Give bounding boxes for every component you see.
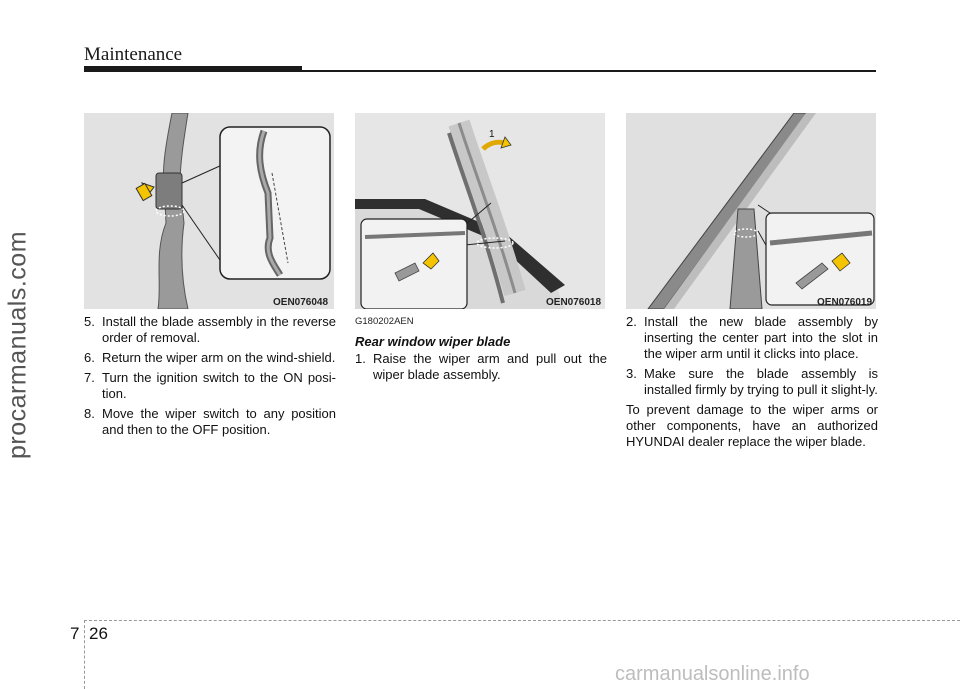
- page-number: 26: [89, 624, 108, 643]
- blade-install-illustration: [626, 113, 876, 309]
- step-7: 7. Turn the ignition switch to the ON posi-tion.: [84, 370, 336, 401]
- rear-wiper-illustration: [355, 113, 605, 309]
- step-2: 2. Install the new blade assembly by inserting the center part into the slot in the wiper arm until it clicks into place.: [626, 314, 878, 361]
- side-watermark: [3, 155, 33, 535]
- page-header-title: Maintenance: [84, 44, 183, 65]
- step-1: 1. Raise the wiper arm and pull out the wiper blade assembly.: [355, 351, 607, 382]
- figure-rear-wiper-raise: [355, 113, 605, 309]
- column-1: [84, 314, 336, 442]
- callout-number: 1: [489, 129, 495, 140]
- dealer-note: To prevent damage to the wiper arms or other components, have an authorized HYUNDAI dealer replace the wiper blade.: [626, 402, 878, 449]
- bottom-watermark: carmanualsonline.info: [615, 663, 810, 685]
- step-6: 6. Return the wiper arm on the wind-shield.: [84, 350, 336, 365]
- section-heading: Rear window wiper blade: [355, 334, 511, 349]
- footer-rule: [84, 620, 960, 621]
- header-rule-thick: [84, 66, 302, 72]
- footer-divider: [84, 620, 85, 689]
- figure-wiper-arm-install: [84, 113, 334, 309]
- step-8: 8. Move the wiper switch to any position and then to the OFF position.: [84, 406, 336, 437]
- header-rule-thin: [302, 70, 876, 72]
- step-3: 3. Make sure the blade assembly is installed firmly by trying to pull it slight-ly.: [626, 366, 878, 397]
- side-watermark-text: procarmanuals.com: [3, 230, 32, 460]
- step-5: 5. Install the blade assembly in the reverse order of removal.: [84, 314, 336, 345]
- column-2: [355, 314, 607, 387]
- column-3: [626, 314, 878, 454]
- chapter-number: 7: [70, 624, 80, 643]
- figure-code-2: OEN076018: [546, 297, 602, 308]
- figure-code-1: OEN076048: [273, 297, 329, 308]
- figure-code-3: OEN076019: [817, 297, 873, 308]
- figure-blade-install: [626, 113, 876, 309]
- wiper-arm-illustration: [84, 113, 334, 309]
- section-code: G180202AEN: [355, 316, 414, 327]
